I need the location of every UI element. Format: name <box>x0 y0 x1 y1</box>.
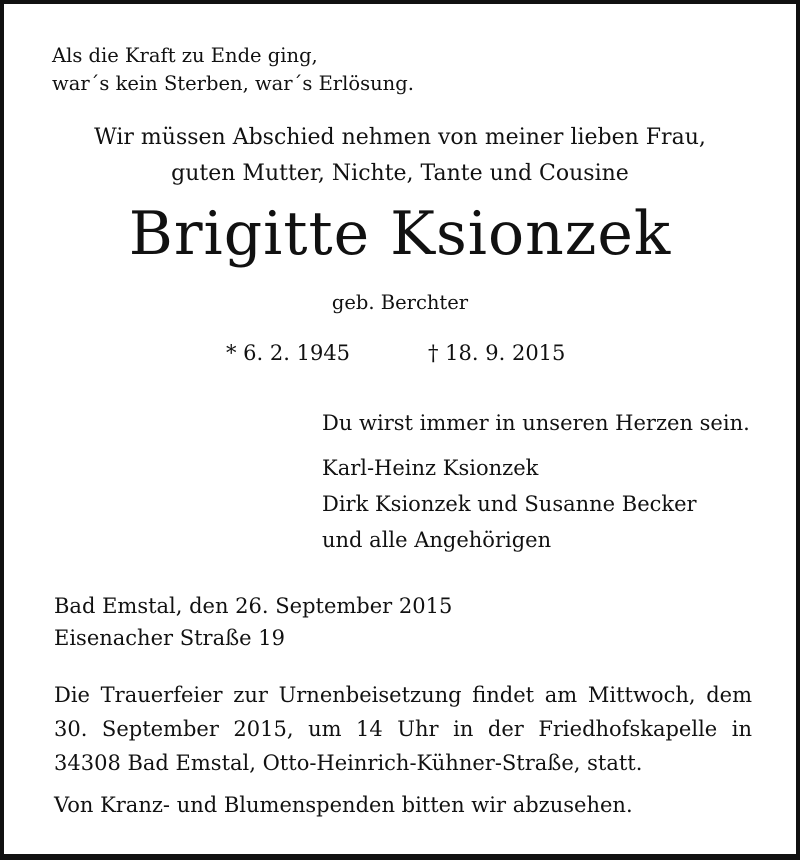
verse-line-1: Als die Kraft zu Ende ging, <box>52 44 318 67</box>
birth-date: * 6. 2. 1945 <box>226 341 351 365</box>
mourner: und alle Angehörigen <box>322 528 552 552</box>
verse-line-2: war´s kein Sterben, war´s Erlösung. <box>52 72 414 95</box>
death-date: † 18. 9. 2015 <box>428 341 566 365</box>
birth-name: geb. Berchter <box>331 291 469 314</box>
service-line-1: Die Trauerfeier zur Urnenbeisetzung findet am Mittwoch, dem <box>54 683 752 707</box>
place-and-address <box>54 590 452 654</box>
memorial-verse <box>52 42 414 98</box>
funeral-service-info <box>54 678 752 780</box>
service-line-2: 30. September 2015, um 14 Uhr in der Friedhofskapelle in <box>54 717 752 741</box>
deceased-name: Brigitte Ksionzek <box>128 199 672 269</box>
place-date: Bad Emstal, den 26. September 2015 <box>54 594 453 618</box>
street-address: Eisenacher Straße 19 <box>54 626 285 650</box>
intro-line-1: Wir müssen Abschied nehmen von meiner lieben Frau, <box>94 125 706 150</box>
announcement-intro <box>4 120 796 192</box>
mourners-list <box>322 450 697 558</box>
intro-line-2: guten Mutter, Nichte, Tante und Cousine <box>171 161 629 186</box>
mourner: Dirk Ksionzek und Susanne Becker <box>322 492 697 516</box>
farewell-quote: Du wirst immer in unseren Herzen sein. <box>322 411 750 435</box>
mourner: Karl-Heinz Ksionzek <box>322 456 539 480</box>
service-line-3: 34308 Bad Emstal, Otto-Heinrich-Kühner-Straße, statt. <box>54 751 643 775</box>
flowers-note: Von Kranz- und Blumenspenden bitten wir abzusehen. <box>54 793 633 817</box>
